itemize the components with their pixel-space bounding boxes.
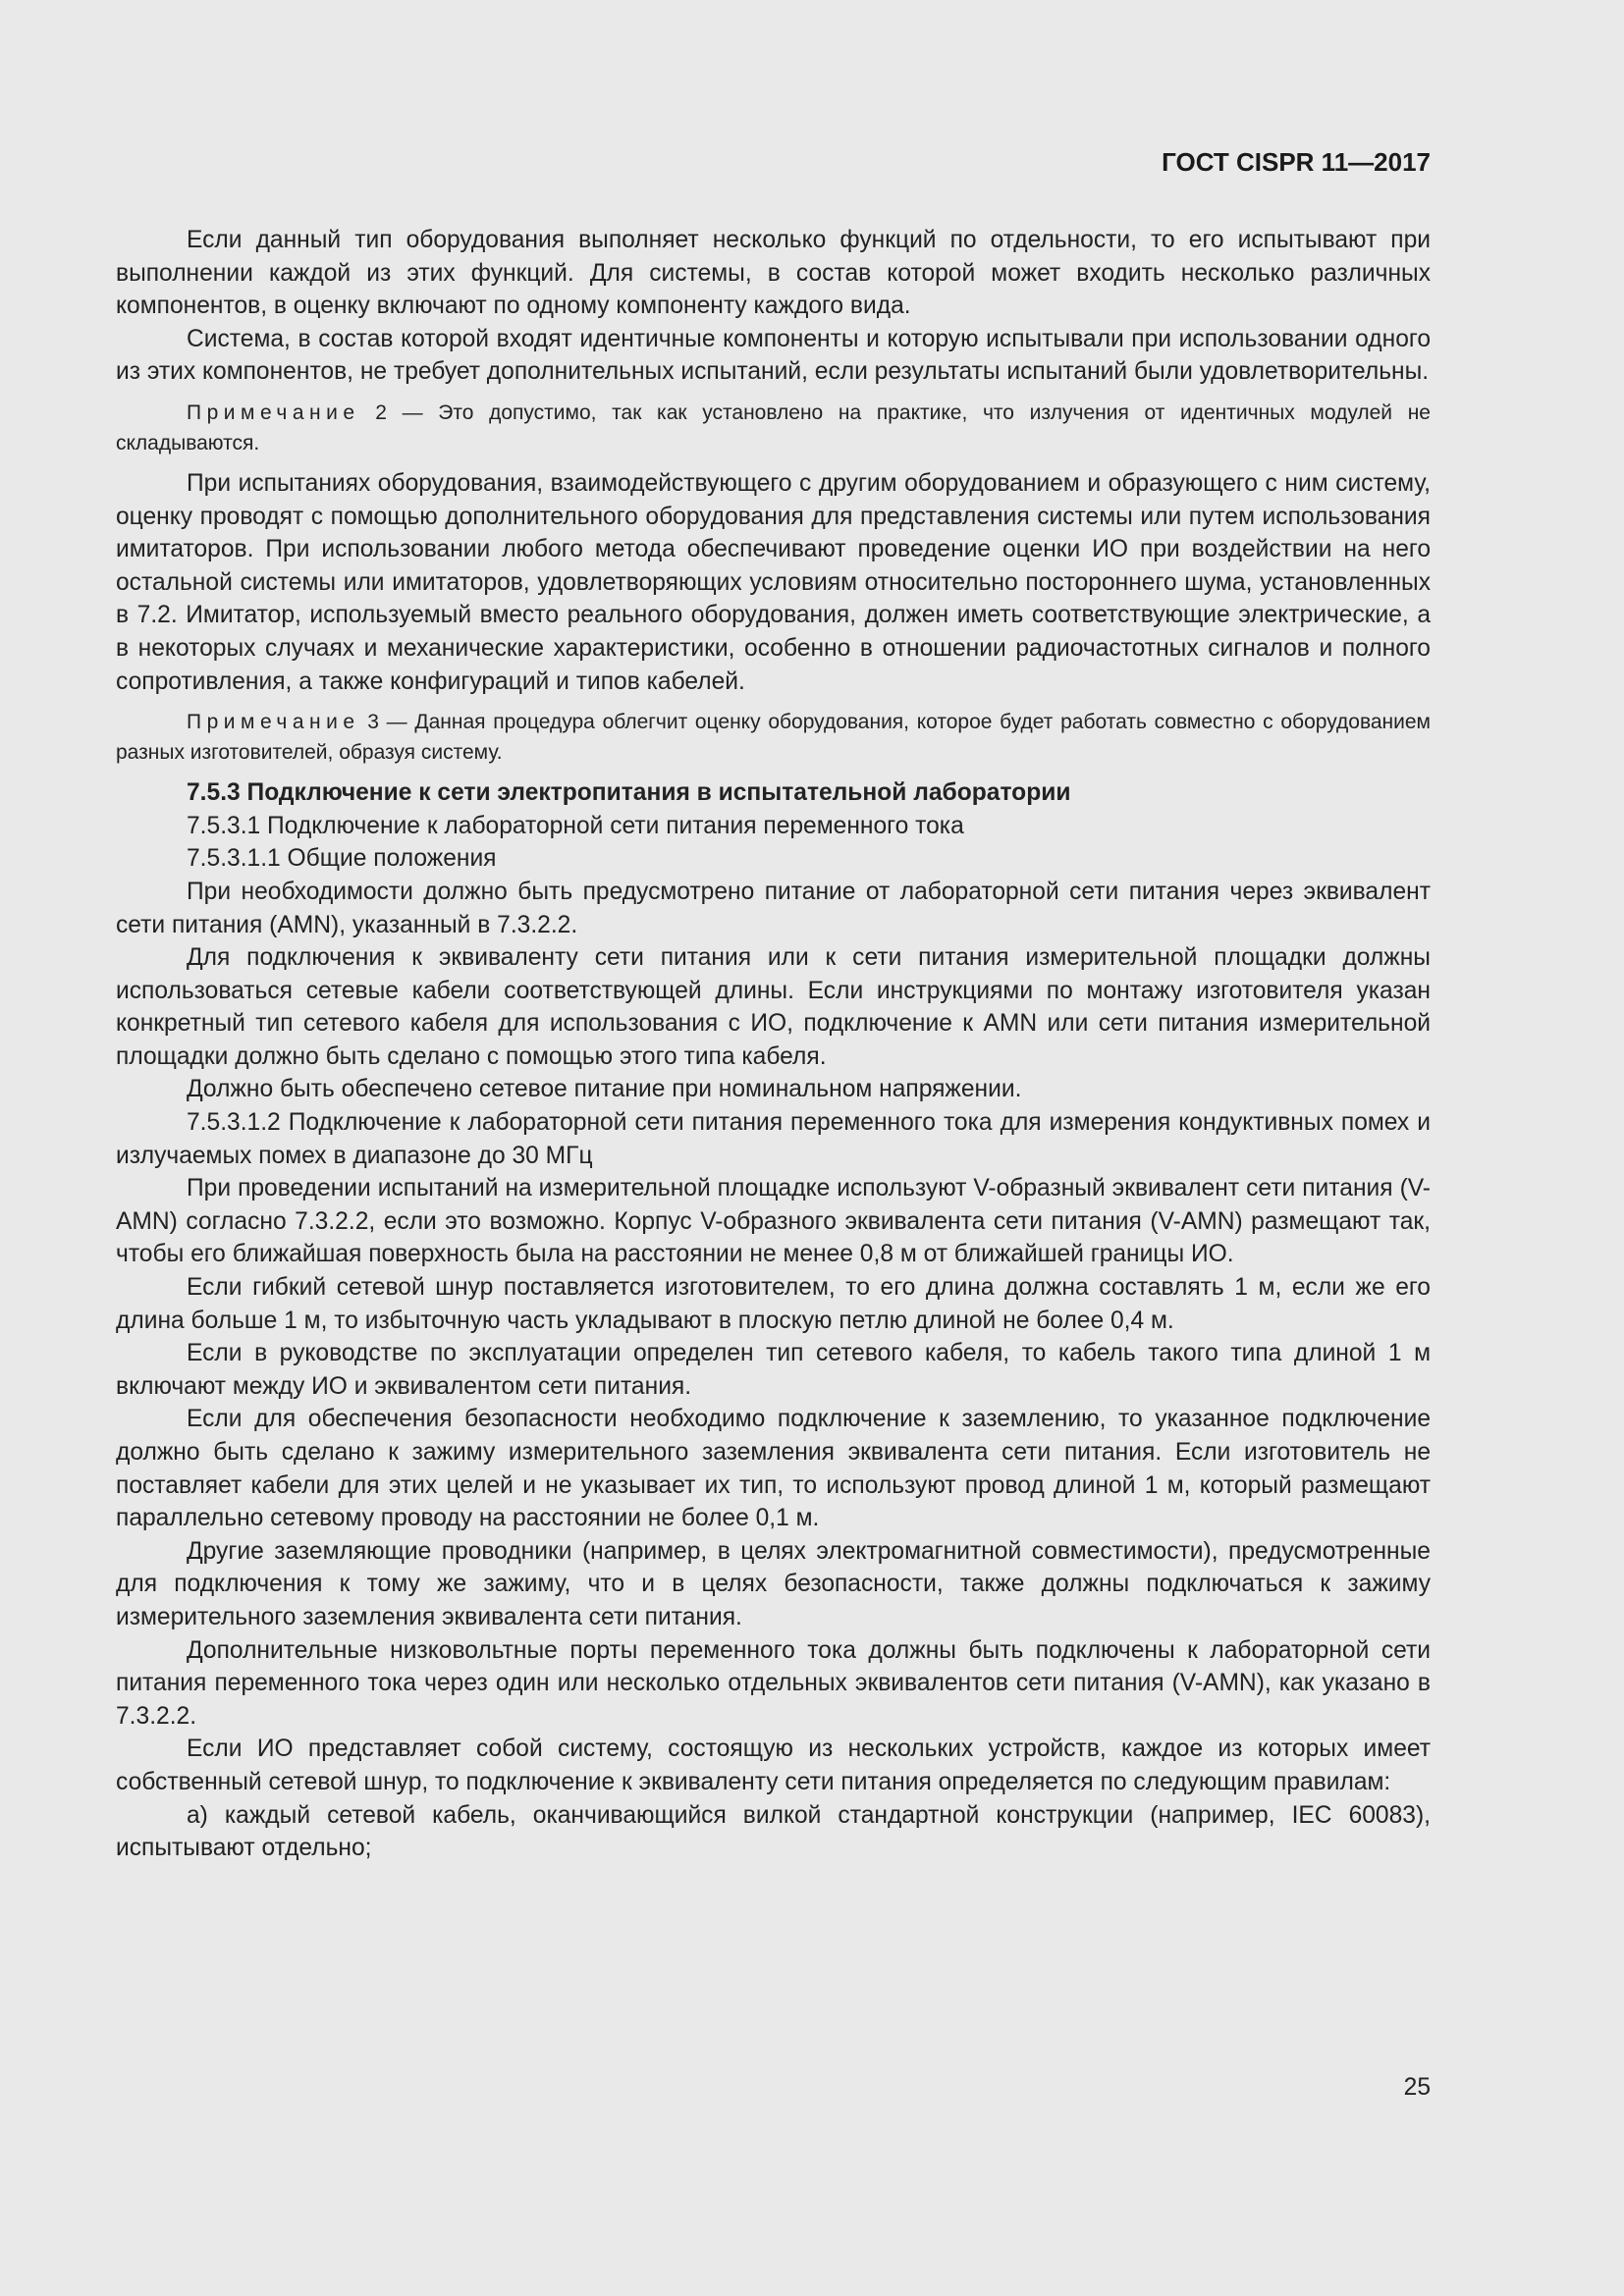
page-body [116, 224, 1431, 1865]
note-text: 2 — Это допустимо, так как установлено на практике, что излучения от идентичных модулей не складываются. [116, 400, 1431, 454]
paragraph: Если гибкий сетевой шнур поставляется изготовителем, то его длина должна составлять 1 м, если же его длина больше 1 м, то избыточную часть укладывают в плоскую петлю длиной не более 0,4 м. [116, 1274, 1431, 1334]
paragraph: Если в руководстве по эксплуатации определен тип сетевого кабеля, то кабель такого типа длиной 1 м включают между ИО и эквивалентом сети питания. [116, 1340, 1431, 1400]
note-label: Примечание [187, 711, 360, 734]
paragraph: Дополнительные низковольтные порты переменного тока должны быть подключены к лабораторной сети питания переменного тока через один или несколько отдельных эквивалентов сети питания (V-AMN), как указано в 7.3.2.2. [116, 1636, 1431, 1730]
paragraph: При проведении испытаний на измерительной площадке используют V-образный эквивалент сети питания (V-AMN) согласно 7.3.2.2, если это возможно. Корпус V-образного эквивалента сети питания (V-AMN) размещают так, чтобы его ближайшая поверхность была на расстоянии не менее 0,8 м от ближайшей границы ИО. [116, 1175, 1431, 1268]
paragraph: Система, в состав которой входят идентичные компоненты и которую испытывали при использовании одного из этих компонентов, не требует дополнительных испытаний, если результаты испытаний были удовлетворительны. [116, 325, 1431, 386]
paragraph: Если ИО представляет собой систему, состоящую из нескольких устройств, каждое из которых имеет собственный сетевой шнур, то подключение к эквиваленту сети питания определяется по следующим правилам: [116, 1735, 1431, 1795]
paragraph: Должно быть обеспечено сетевое питание при номинальном напряжении. [187, 1076, 1022, 1103]
paragraph: При необходимости должно быть предусмотрено питание от лабораторной сети питания через эквивалент сети питания (AMN), указанный в 7.3.2.2. [116, 878, 1431, 938]
subsection-heading-7-5-3-1: 7.5.3.1 Подключение к лабораторной сети питания переменного тока [187, 812, 964, 839]
note-3 [116, 707, 1431, 768]
list-item-a: а) каждый сетевой кабель, оканчивающийся вилкой стандартной конструкции (например, IEC 60083), испытывают отдельно; [116, 1801, 1431, 1862]
paragraph: Для подключения к эквиваленту сети питания или к сети питания измерительной площадки должны использоваться сетевые кабели соответствующей длины. Если инструкциями по монтажу изготовителя указан конкретный тип сетевого кабеля для использования с ИО, подключение к AMN или сети питания измерительной площадки должно быть сделано с помощью этого типа кабеля. [116, 944, 1431, 1070]
subsection-heading-7-5-3-1-1: 7.5.3.1.1 Общие положения [187, 845, 497, 873]
page-number: 25 [1403, 2074, 1431, 2101]
note-label: Примечание [187, 400, 360, 424]
note-2 [116, 398, 1431, 458]
note-text: 3 — Данная процедура облегчит оценку оборудования, которое будет работать совместно с оборудованием разных изготовителей, образуя систему. [116, 711, 1431, 765]
section-heading-7-5-3: 7.5.3 Подключение к сети электропитания в испытательной лаборатории [187, 779, 1071, 807]
standard-code-header: ГОСТ CISPR 11—2017 [1162, 147, 1431, 177]
paragraph: При испытаниях оборудования, взаимодействующего с другим оборудованием и образующего с ним систему, оценку проводят с помощью дополнительного оборудования для представления системы или путем использования имитаторов. При использовании любого метода обеспечивают проведение оценки ИО при воздействии на него остальной системы или имитаторов, удовлетворяющих условиям относительно постороннего шума, установленных в 7.2. Имитатор, используемый вместо реального оборудования, должен иметь соответствующие электрические, а в некоторых случаях и механические характеристики, особенно в отношении радиочастотных сигналов и полного сопротивления, а также конфигураций и типов кабелей. [116, 469, 1431, 695]
paragraph: Другие заземляющие проводники (например, в целях электромагнитной совместимости), предусмотренные для подключения к тому же зажиму, что и в целях безопасности, также должны подключаться к зажиму измерительного заземления эквивалента сети питания. [116, 1537, 1431, 1630]
subsection-7-5-3-1-2: 7.5.3.1.2 Подключение к лабораторной сети питания переменного тока для измерения кондуктивных помех и излучаемых помех в диапазоне до 30 МГц [116, 1109, 1431, 1169]
paragraph: Если данный тип оборудования выполняет несколько функций по отдельности, то его испытывают при выполнении каждой из этих функций. Для системы, в состав которой может входить несколько различных компонентов, в оценку включают по одному компоненту каждого вида. [116, 227, 1431, 320]
paragraph: Если для обеспечения безопасности необходимо подключение к заземлению, то указанное подключение должно быть сделано к зажиму измерительного заземления эквивалента сети питания. Если изготовитель не поставляет кабели для этих целей и не указывает их тип, то используют провод длиной 1 м, который размещают параллельно сетевому проводу на расстоянии не более 0,1 м. [116, 1406, 1431, 1532]
